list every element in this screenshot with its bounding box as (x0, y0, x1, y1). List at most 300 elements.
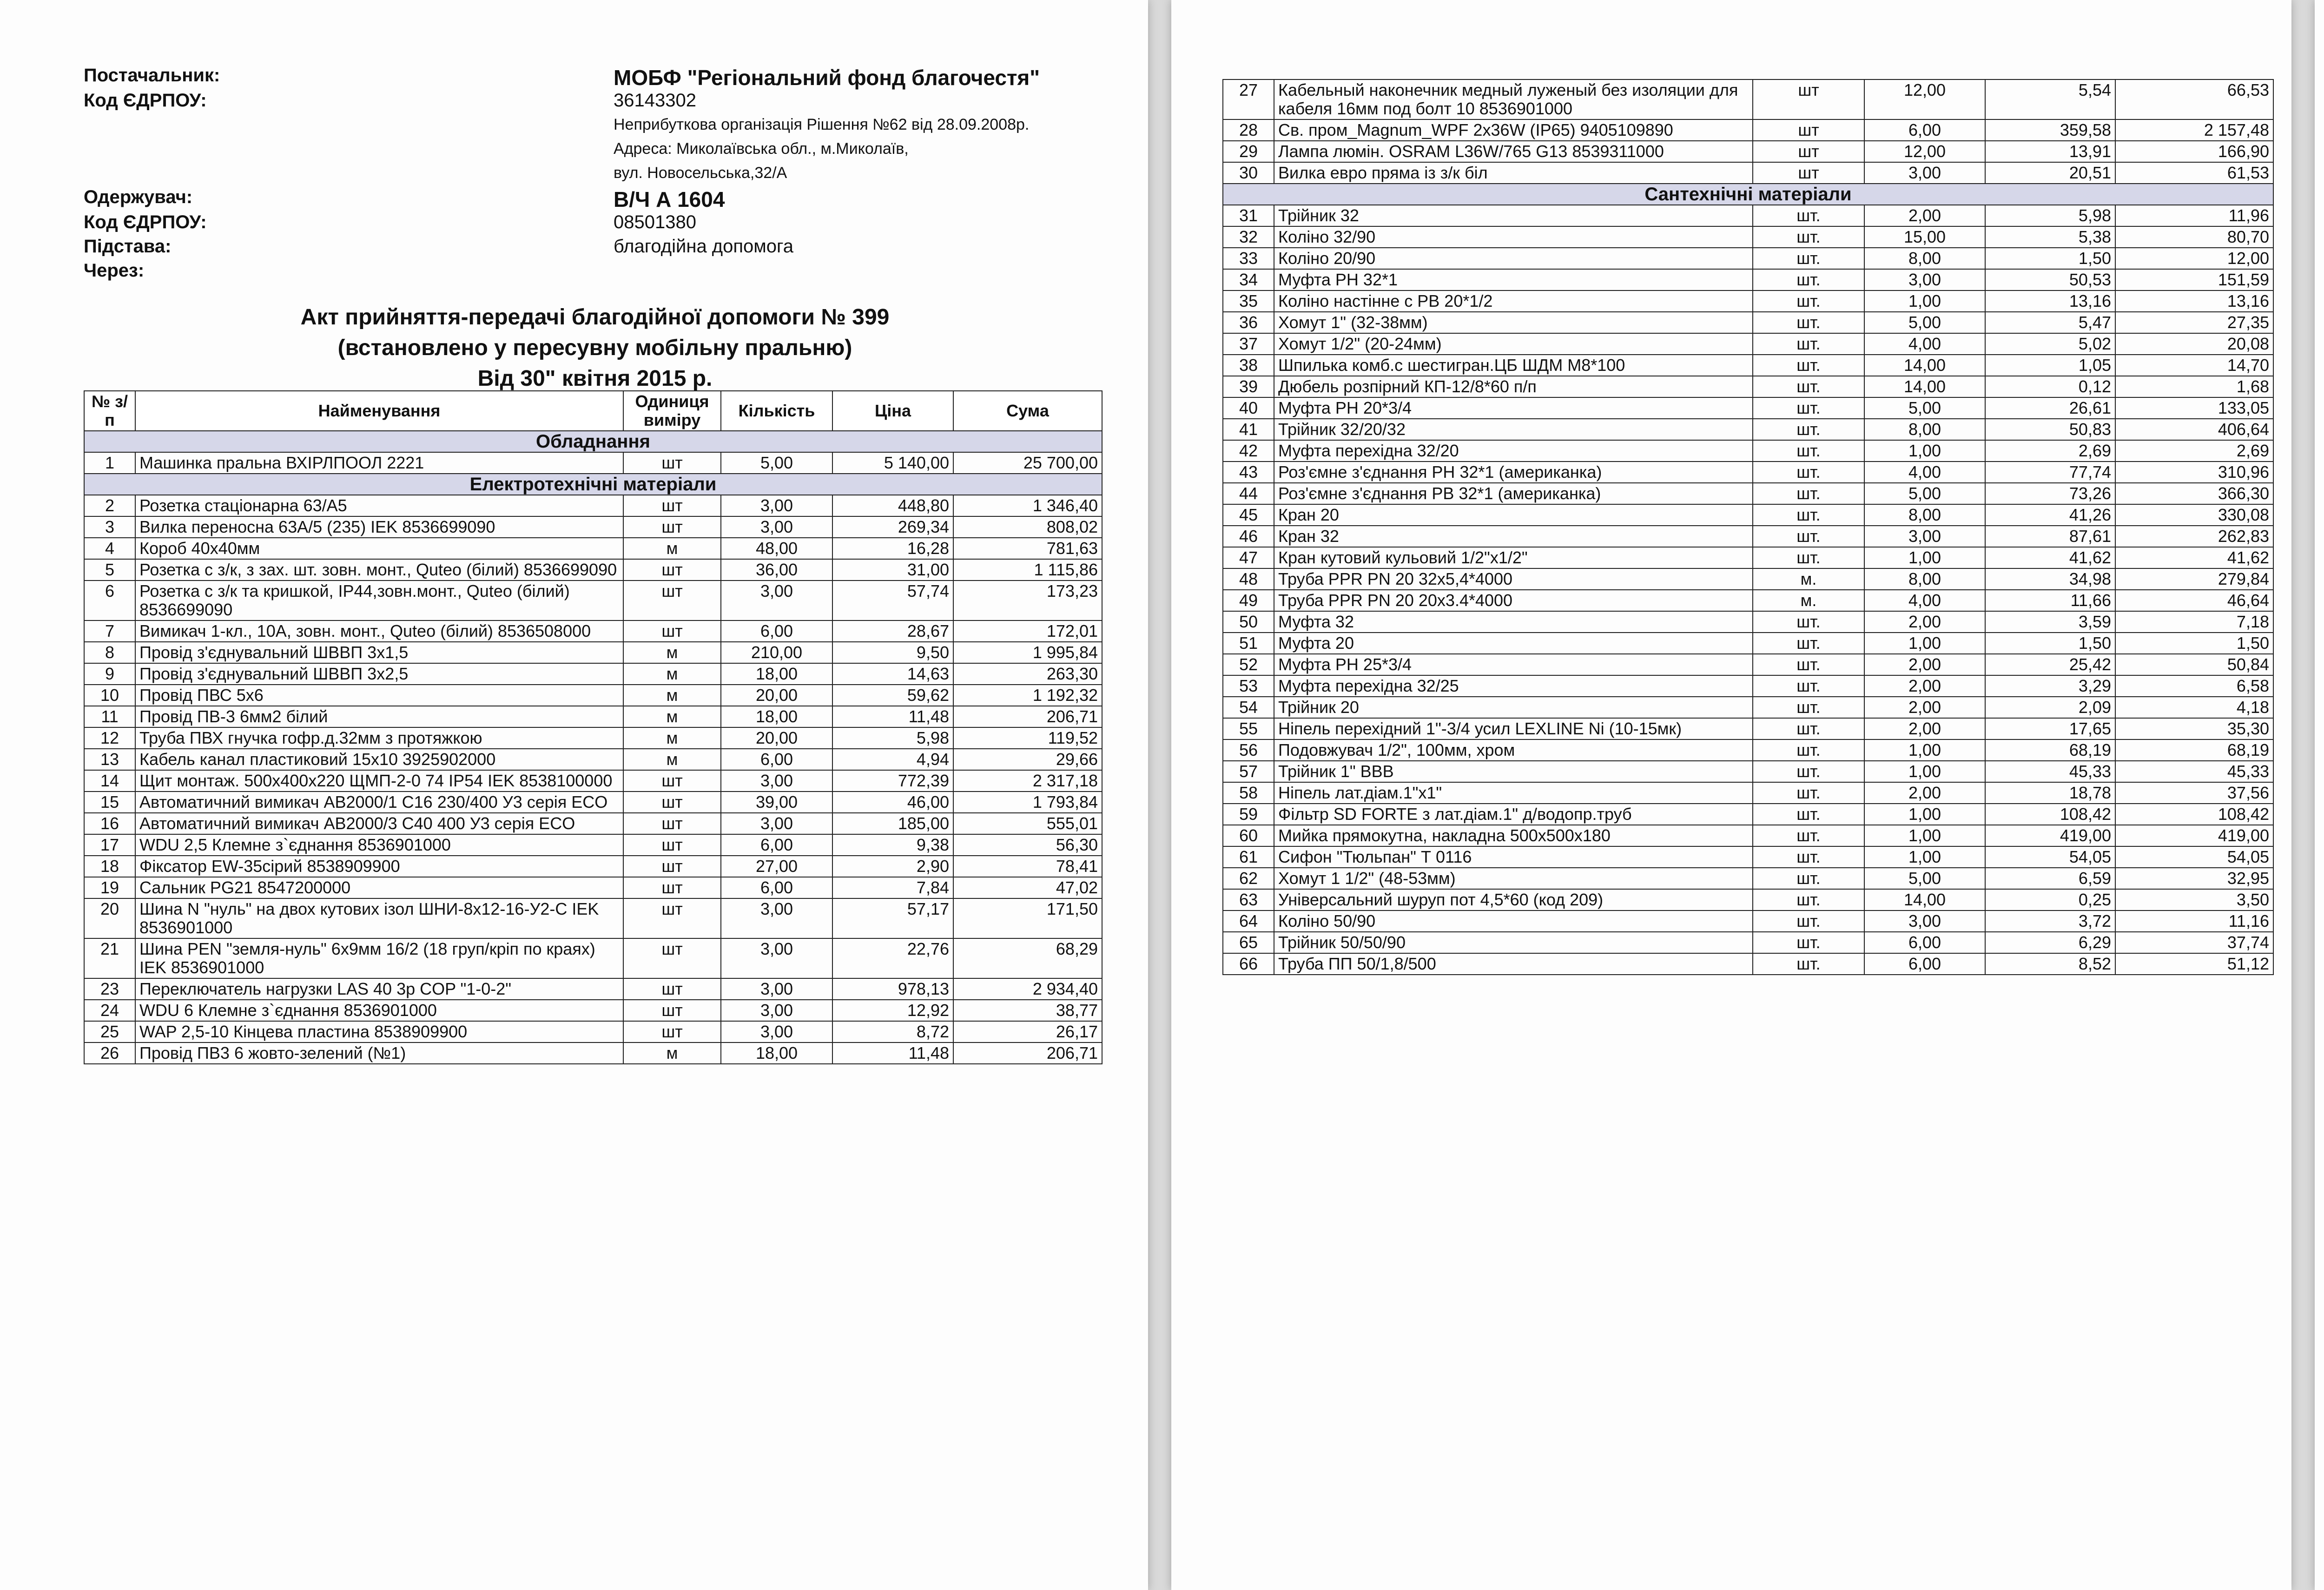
table-row (84, 1021, 1102, 1042)
item-quantity: 3,00 (721, 813, 832, 834)
row-number: 12 (84, 727, 135, 749)
row-number: 40 (1223, 397, 1274, 419)
item-sum: 61,53 (2115, 162, 2273, 184)
table-row (1223, 119, 2273, 141)
item-price: 57,74 (832, 581, 953, 620)
item-name: Трійник 32 (1274, 205, 1753, 226)
item-price: 108,42 (1985, 804, 2115, 825)
item-quantity: 14,00 (1864, 355, 1985, 376)
table-row (1223, 761, 2273, 782)
table-row (1223, 932, 2273, 953)
table-row (1223, 290, 2273, 312)
row-number: 2 (84, 495, 135, 516)
item-unit: шт (623, 559, 721, 581)
item-price: 17,65 (1985, 718, 2115, 739)
item-name: Фільтр SD FORTE з лат.діам.1" д/водопр.труб (1274, 804, 1753, 825)
item-quantity: 3,00 (721, 938, 832, 978)
item-unit: шт. (1753, 868, 1864, 889)
item-unit: шт (623, 770, 721, 792)
item-quantity: 3,00 (1864, 910, 1985, 932)
item-name: WDU 2,5 Клемне з`єднання 8536901000 (135, 834, 623, 856)
section-row (84, 431, 1102, 452)
item-name: Вимикач 1-кл., 10А, зовн. монт., Quteo (білий) 8536508000 (135, 620, 623, 642)
item-quantity: 2,00 (1864, 675, 1985, 697)
table-row (1223, 782, 2273, 804)
row-number: 17 (84, 834, 135, 856)
item-unit: шт. (1753, 440, 1864, 462)
item-price: 3,29 (1985, 675, 2115, 697)
item-unit: шт. (1753, 526, 1864, 547)
item-unit: шт (623, 898, 721, 938)
item-name: Щит монтаж. 500х400х220 ЩМП-2-0 74 IP54 IEK 8538100000 (135, 770, 623, 792)
item-unit: шт (623, 495, 721, 516)
item-unit: шт (623, 1000, 721, 1021)
item-quantity: 5,00 (1864, 483, 1985, 504)
item-unit: шт (1753, 119, 1864, 141)
table-row (84, 1042, 1102, 1064)
row-number: 28 (1223, 119, 1274, 141)
item-quantity: 210,00 (721, 642, 832, 663)
item-quantity: 3,00 (721, 581, 832, 620)
row-number: 56 (1223, 739, 1274, 761)
edrpou-value: 36143302 (614, 90, 696, 111)
item-quantity: 3,00 (1864, 162, 1985, 184)
table-row (1223, 419, 2273, 440)
item-quantity: 3,00 (721, 898, 832, 938)
table-row (84, 1000, 1102, 1021)
recipient-label: Одержувач: (84, 187, 193, 207)
item-quantity: 2,00 (1864, 718, 1985, 739)
item-name: Муфта перехідна 32/20 (1274, 440, 1753, 462)
item-unit: шт. (1753, 312, 1864, 333)
item-unit: шт. (1753, 462, 1864, 483)
row-number: 60 (1223, 825, 1274, 846)
table-row (84, 559, 1102, 581)
table-row (1223, 739, 2273, 761)
item-name: Провід з'єднувальний ШВВП 3х2,5 (135, 663, 623, 685)
item-name: Муфта 32 (1274, 611, 1753, 633)
item-quantity: 1,00 (1864, 825, 1985, 846)
item-name: Провід з'єднувальний ШВВП 3х1,5 (135, 642, 623, 663)
item-price: 4,94 (832, 749, 953, 770)
item-name: Провід ПВ-3 6мм2 білий (135, 706, 623, 727)
row-number: 7 (84, 620, 135, 642)
row-number: 30 (1223, 162, 1274, 184)
row-number: 46 (1223, 526, 1274, 547)
item-name: Муфта перехідна 32/25 (1274, 675, 1753, 697)
item-unit: шт. (1753, 675, 1864, 697)
row-number: 51 (1223, 633, 1274, 654)
item-quantity: 20,00 (721, 727, 832, 749)
item-name: Труба PPR PN 20 32х5,4*4000 (1274, 568, 1753, 590)
table-row (84, 642, 1102, 663)
item-price: 57,17 (832, 898, 953, 938)
item-name: Роз'ємне з'єднання РВ 32*1 (американка) (1274, 483, 1753, 504)
item-price: 54,05 (1985, 846, 2115, 868)
table-row (84, 581, 1102, 620)
row-number: 47 (1223, 547, 1274, 568)
table-row (1223, 654, 2273, 675)
item-sum: 37,56 (2115, 782, 2273, 804)
item-sum: 1 995,84 (953, 642, 1102, 663)
act-title-line2: (встановлено у пересувну мобільну пральню) (337, 336, 852, 360)
item-unit: шт (623, 581, 721, 620)
table-row (84, 856, 1102, 877)
item-sum: 1 793,84 (953, 792, 1102, 813)
item-sum: 366,30 (2115, 483, 2273, 504)
table-row (1223, 547, 2273, 568)
item-unit: шт (623, 452, 721, 474)
act-title-line1: Акт прийняття-передачі благодійної допомоги № 399 (300, 305, 890, 330)
item-price: 5,98 (832, 727, 953, 749)
item-sum: 56,30 (953, 834, 1102, 856)
table-row (1223, 953, 2273, 975)
item-price: 772,39 (832, 770, 953, 792)
item-sum: 68,19 (2115, 739, 2273, 761)
item-sum: 171,50 (953, 898, 1102, 938)
item-sum: 1 346,40 (953, 495, 1102, 516)
table-row (1223, 269, 2273, 290)
table-row (84, 898, 1102, 938)
item-sum: 119,52 (953, 727, 1102, 749)
row-number: 4 (84, 538, 135, 559)
table-header-row (84, 391, 1102, 431)
table-row (1223, 611, 2273, 633)
item-price: 185,00 (832, 813, 953, 834)
table-row (1223, 846, 2273, 868)
org-note: Неприбуткова організація Рішення №62 від 28.09.2008р. (614, 116, 1030, 133)
item-name: Трійник 20 (1274, 697, 1753, 718)
item-sum: 4,18 (2115, 697, 2273, 718)
item-quantity: 18,00 (721, 663, 832, 685)
item-unit: м (623, 538, 721, 559)
item-unit: шт. (1753, 290, 1864, 312)
item-sum: 2,69 (2115, 440, 2273, 462)
item-sum: 781,63 (953, 538, 1102, 559)
item-price: 419,00 (1985, 825, 2115, 846)
item-sum: 51,12 (2115, 953, 2273, 975)
row-number: 61 (1223, 846, 1274, 868)
item-unit: шт. (1753, 633, 1864, 654)
row-number: 10 (84, 685, 135, 706)
item-unit: шт (623, 813, 721, 834)
item-price: 6,59 (1985, 868, 2115, 889)
table-row (84, 663, 1102, 685)
item-quantity: 12,00 (1864, 141, 1985, 162)
item-quantity: 14,00 (1864, 889, 1985, 910)
item-unit: м (623, 685, 721, 706)
item-price: 28,67 (832, 620, 953, 642)
item-unit: шт. (1753, 419, 1864, 440)
row-number: 33 (1223, 248, 1274, 269)
col-header: Одиниця виміру (623, 391, 721, 431)
item-quantity: 5,00 (721, 452, 832, 474)
item-name: Хомут 1/2" (20-24мм) (1274, 333, 1753, 355)
item-unit: шт. (1753, 804, 1864, 825)
row-number: 43 (1223, 462, 1274, 483)
table-row (1223, 504, 2273, 526)
item-price: 50,53 (1985, 269, 2115, 290)
item-quantity: 6,00 (721, 834, 832, 856)
row-number: 55 (1223, 718, 1274, 739)
row-number: 45 (1223, 504, 1274, 526)
item-sum: 14,70 (2115, 355, 2273, 376)
item-price: 73,26 (1985, 483, 2115, 504)
row-number: 20 (84, 898, 135, 938)
item-unit: шт. (1753, 910, 1864, 932)
table-row (84, 978, 1102, 1000)
item-quantity: 2,00 (1864, 205, 1985, 226)
edrpou2-value: 08501380 (614, 212, 696, 232)
item-quantity: 8,00 (1864, 568, 1985, 590)
item-price: 1,50 (1985, 633, 2115, 654)
row-number: 39 (1223, 376, 1274, 397)
item-quantity: 1,00 (1864, 804, 1985, 825)
row-number: 21 (84, 938, 135, 978)
item-quantity: 1,00 (1864, 633, 1985, 654)
row-number: 37 (1223, 333, 1274, 355)
row-number: 66 (1223, 953, 1274, 975)
table-row (1223, 889, 2273, 910)
item-price: 13,16 (1985, 290, 2115, 312)
edrpou2-label: Код ЄДРПОУ: (84, 212, 207, 232)
item-sum: 310,96 (2115, 462, 2273, 483)
item-quantity: 3,00 (721, 1021, 832, 1042)
item-name: Переключатель нагрузки LAS 40 3р COP "1-0-2" (135, 978, 623, 1000)
row-number: 32 (1223, 226, 1274, 248)
item-price: 34,98 (1985, 568, 2115, 590)
item-quantity: 4,00 (1864, 333, 1985, 355)
table-row (1223, 590, 2273, 611)
item-sum: 151,59 (2115, 269, 2273, 290)
table-row (1223, 483, 2273, 504)
item-sum: 27,35 (2115, 312, 2273, 333)
item-name: Муфта РН 25*3/4 (1274, 654, 1753, 675)
row-number: 24 (84, 1000, 135, 1021)
item-name: Подовжувач 1/2", 100мм, хром (1274, 739, 1753, 761)
table-row (1223, 526, 2273, 547)
item-quantity: 5,00 (1864, 868, 1985, 889)
item-quantity: 6,00 (1864, 932, 1985, 953)
item-sum: 78,41 (953, 856, 1102, 877)
item-unit: м (623, 663, 721, 685)
table-row (84, 770, 1102, 792)
item-unit: шт (623, 856, 721, 877)
table-row (1223, 397, 2273, 419)
col-header: № з/п (84, 391, 135, 431)
item-name: Кран 32 (1274, 526, 1753, 547)
item-quantity: 3,00 (721, 770, 832, 792)
item-price: 12,92 (832, 1000, 953, 1021)
item-price: 87,61 (1985, 526, 2115, 547)
item-price: 5,02 (1985, 333, 2115, 355)
document-header (84, 65, 1106, 284)
item-unit: м. (1753, 590, 1864, 611)
item-quantity: 6,00 (1864, 953, 1985, 975)
table-row (84, 834, 1102, 856)
item-name: Трійник 32/20/32 (1274, 419, 1753, 440)
item-price: 5,54 (1985, 79, 2115, 119)
row-number: 36 (1223, 312, 1274, 333)
item-quantity: 2,00 (1864, 782, 1985, 804)
row-number: 44 (1223, 483, 1274, 504)
item-unit: шт. (1753, 718, 1864, 739)
item-price: 269,34 (832, 516, 953, 538)
item-price: 22,76 (832, 938, 953, 978)
item-quantity: 12,00 (1864, 79, 1985, 119)
item-name: Кран кутовий кульовий 1/2"х1/2" (1274, 547, 1753, 568)
item-sum: 173,23 (953, 581, 1102, 620)
item-unit: шт. (1753, 739, 1864, 761)
item-quantity: 3,00 (1864, 526, 1985, 547)
item-unit: шт. (1753, 611, 1864, 633)
row-number: 34 (1223, 269, 1274, 290)
item-price: 31,00 (832, 559, 953, 581)
table-row (1223, 79, 2273, 119)
table-row (84, 727, 1102, 749)
supplier-label: Постачальник: (84, 65, 220, 86)
row-number: 9 (84, 663, 135, 685)
item-price: 8,52 (1985, 953, 2115, 975)
row-number: 52 (1223, 654, 1274, 675)
section-title: Електротехнічні матеріали (84, 474, 1102, 495)
item-sum: 2 934,40 (953, 978, 1102, 1000)
table-row (1223, 312, 2273, 333)
row-number: 19 (84, 877, 135, 898)
item-price: 3,72 (1985, 910, 2115, 932)
document-page-1 (0, 0, 1148, 1590)
item-unit: шт (1753, 79, 1864, 119)
row-number: 57 (1223, 761, 1274, 782)
item-price: 9,50 (832, 642, 953, 663)
item-price: 77,74 (1985, 462, 2115, 483)
item-price: 978,13 (832, 978, 953, 1000)
item-name: Лампа люмін. OSRAM L36W/765 G13 8539311000 (1274, 141, 1753, 162)
row-number: 6 (84, 581, 135, 620)
table-row (1223, 804, 2273, 825)
item-quantity: 1,00 (1864, 846, 1985, 868)
item-name: Шина PEN "земля-нуль" 6х9мм 16/2 (18 груп/кріп по краях) IEK 8536901000 (135, 938, 623, 978)
item-sum: 66,53 (2115, 79, 2273, 119)
table-row (1223, 376, 2273, 397)
item-sum: 166,90 (2115, 141, 2273, 162)
item-sum: 11,96 (2115, 205, 2273, 226)
item-sum: 20,08 (2115, 333, 2273, 355)
item-unit: м (623, 727, 721, 749)
item-name: Св. пром_Magnum_WPF 2х36W (IP65) 9405109890 (1274, 119, 1753, 141)
item-price: 8,72 (832, 1021, 953, 1042)
row-number: 64 (1223, 910, 1274, 932)
item-sum: 2 157,48 (2115, 119, 2273, 141)
item-sum: 26,17 (953, 1021, 1102, 1042)
item-name: Мийка прямокутна, накладна 500х500х180 (1274, 825, 1753, 846)
item-sum: 108,42 (2115, 804, 2273, 825)
table-row (84, 516, 1102, 538)
item-sum: 206,71 (953, 706, 1102, 727)
item-unit: шт. (1753, 932, 1864, 953)
row-number: 25 (84, 1021, 135, 1042)
item-unit: шт (1753, 141, 1864, 162)
item-quantity: 3,00 (1864, 269, 1985, 290)
item-name: Розетка с з/к, з зах. шт. зовн. монт., Quteo (білий) 8536699090 (135, 559, 623, 581)
item-sum: 11,16 (2115, 910, 2273, 932)
table-row (1223, 633, 2273, 654)
item-unit: шт. (1753, 761, 1864, 782)
row-number: 49 (1223, 590, 1274, 611)
item-price: 1,50 (1985, 248, 2115, 269)
item-unit: шт. (1753, 846, 1864, 868)
item-name: Коліно 50/90 (1274, 910, 1753, 932)
item-quantity: 3,00 (721, 1000, 832, 1021)
item-unit: шт. (1753, 825, 1864, 846)
item-price: 1,05 (1985, 355, 2115, 376)
item-quantity: 1,00 (1864, 290, 1985, 312)
item-name: Труба PPR PN 20 20х3.4*4000 (1274, 590, 1753, 611)
row-number: 65 (1223, 932, 1274, 953)
table-row (84, 538, 1102, 559)
item-name: WAP 2,5-10 Кінцева пластина 8538909900 (135, 1021, 623, 1042)
item-quantity: 18,00 (721, 1042, 832, 1064)
item-sum: 80,70 (2115, 226, 2273, 248)
item-unit: шт (623, 834, 721, 856)
item-quantity: 6,00 (721, 877, 832, 898)
item-name: Труба ПП 50/1,8/500 (1274, 953, 1753, 975)
col-header: Кількість (721, 391, 832, 431)
item-name: Універсальний шуруп пот 4,5*60 (код 209) (1274, 889, 1753, 910)
table-row (84, 620, 1102, 642)
item-unit: шт. (1753, 782, 1864, 804)
row-number: 23 (84, 978, 135, 1000)
item-unit: м. (1753, 568, 1864, 590)
item-sum: 330,08 (2115, 504, 2273, 526)
row-number: 29 (1223, 141, 1274, 162)
item-unit: шт. (1753, 483, 1864, 504)
item-unit: шт. (1753, 547, 1864, 568)
item-price: 45,33 (1985, 761, 2115, 782)
item-unit: м (623, 1042, 721, 1064)
item-price: 59,62 (832, 685, 953, 706)
item-name: Муфта РН 32*1 (1274, 269, 1753, 290)
item-unit: м (623, 706, 721, 727)
item-price: 3,59 (1985, 611, 2115, 633)
document-page-3 (2315, 0, 2324, 1590)
item-quantity: 1,00 (1864, 547, 1985, 568)
table-row (1223, 333, 2273, 355)
item-price: 5,47 (1985, 312, 2115, 333)
item-quantity: 5,00 (1864, 397, 1985, 419)
item-name: Автоматичний вимикач АВ2000/1 С16 230/400 У3 серія ECO (135, 792, 623, 813)
item-unit: шт. (1753, 226, 1864, 248)
item-sum: 37,74 (2115, 932, 2273, 953)
item-name: Провід ПВ3 6 жовто-зелений (№1) (135, 1042, 623, 1064)
section-title: Сантехнічні матеріали (1223, 184, 2273, 205)
edrpou-label: Код ЄДРПОУ: (84, 90, 207, 111)
item-sum: 50,84 (2115, 654, 2273, 675)
item-price: 18,78 (1985, 782, 2115, 804)
item-unit: шт. (1753, 248, 1864, 269)
item-sum: 45,33 (2115, 761, 2273, 782)
item-sum: 38,77 (953, 1000, 1102, 1021)
row-number: 53 (1223, 675, 1274, 697)
item-unit: шт (623, 938, 721, 978)
item-name: Муфта 20 (1274, 633, 1753, 654)
row-number: 42 (1223, 440, 1274, 462)
table-row (1223, 355, 2273, 376)
items-table-page1 (84, 390, 1103, 1064)
item-sum: 7,18 (2115, 611, 2273, 633)
item-name: Кабельный наконечник медный луженый без изоляции для кабеля 16мм под болт 10 8536901000 (1274, 79, 1753, 119)
item-price: 11,48 (832, 1042, 953, 1064)
